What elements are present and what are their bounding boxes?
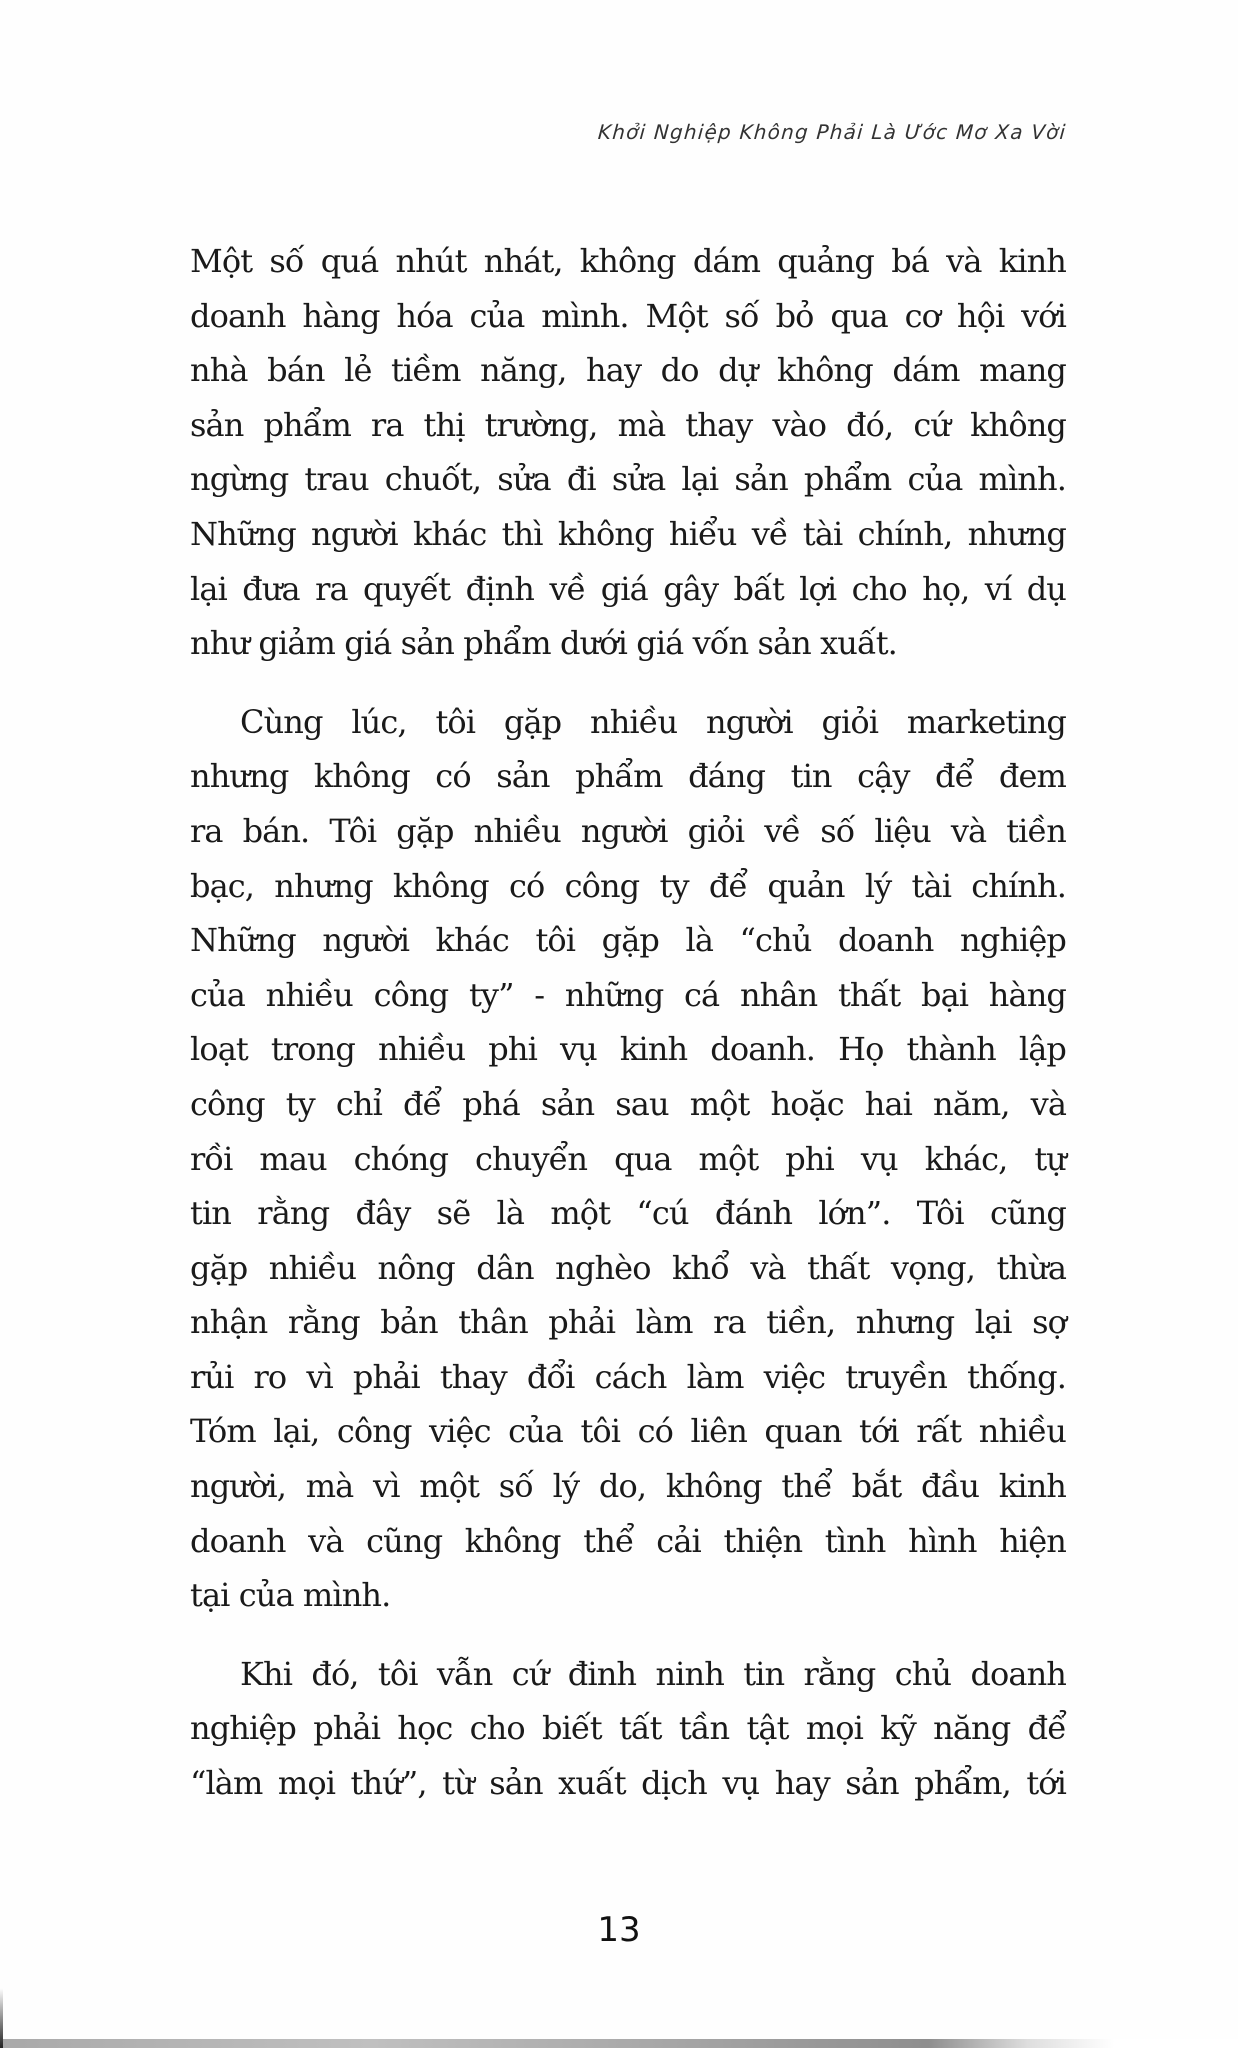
text-line: Cùng lúc, tôi gặp nhiều người giỏi marketing — [240, 702, 1066, 741]
text-line: Những người khác tôi gặp là “chủ doanh nghiệp — [190, 921, 1066, 960]
text-line: rủi ro vì phải thay đổi cách làm việc truyền thống. — [190, 1357, 1066, 1396]
text-line: rồi mau chóng chuyển qua một phi vụ khác, tự — [190, 1139, 1066, 1178]
text-line: sản phẩm ra thị trường, mà thay vào đó, cứ không — [190, 405, 1066, 444]
text-line: lại đưa ra quyết định về giá gây bất lợi cho họ, ví dụ — [190, 569, 1066, 608]
text-line: tin rằng đây sẽ là một “cú đánh lớn”. Tôi cũng — [190, 1194, 1066, 1233]
page-left-edge-shadow — [0, 1988, 3, 2048]
text-line: gặp nhiều nông dân nghèo khổ và thất vọng, thừa — [190, 1248, 1066, 1287]
text-line: bạc, nhưng không có công ty để quản lý tài chính. — [190, 866, 1066, 905]
text-line: loạt trong nhiều phi vụ kinh doanh. Họ thành lập — [190, 1030, 1066, 1069]
text-line: nhà bán lẻ tiềm năng, hay do dự không dám mang — [190, 351, 1066, 390]
text-line: nhưng không có sản phẩm đáng tin cậy để đem — [190, 757, 1066, 796]
text-line: tại của mình. — [190, 1576, 391, 1615]
paragraph-2 — [190, 695, 1066, 1623]
text-line: như giảm giá sản phẩm dưới giá vốn sản xuất. — [190, 624, 897, 663]
text-line: nhận rằng bản thân phải làm ra tiền, nhưng lại sợ — [190, 1303, 1066, 1342]
paragraph-spacing — [190, 671, 1066, 695]
text-line: của nhiều công ty” - những cá nhân thất bại hàng — [190, 975, 1066, 1014]
text-line: công ty chỉ để phá sản sau một hoặc hai năm, và — [190, 1084, 1066, 1123]
page-bottom-edge — [0, 2039, 1238, 2048]
text-line: nghiệp phải học cho biết tất tần tật mọi kỹ năng để — [190, 1709, 1066, 1748]
text-line: doanh và cũng không thể cải thiện tình hình hiện — [190, 1521, 1066, 1560]
text-line: Một số quá nhút nhát, không dám quảng bá và kinh — [190, 242, 1066, 280]
page-number: 13 — [597, 1910, 641, 1950]
text-line: ngừng trau chuốt, sửa đi sửa lại sản phẩm của mình. — [190, 460, 1066, 499]
text-line: Tóm lại, công việc của tôi có liên quan tới rất nhiều — [190, 1412, 1066, 1451]
text-line: doanh hàng hóa của mình. Một số bỏ qua cơ hội với — [190, 296, 1066, 335]
running-header: Khởi Nghiệp Không Phải Là Ước Mơ Xa Vời — [596, 120, 1067, 144]
paragraph-3 — [190, 1647, 1066, 1811]
text-line: ra bán. Tôi gặp nhiều người giỏi về số liệu và tiền — [190, 811, 1066, 850]
text-line: “làm mọi thứ”, từ sản xuất dịch vụ hay sản phẩm, tới — [190, 1764, 1066, 1803]
text-line: Những người khác thì không hiểu về tài chính, nhưng — [190, 514, 1066, 553]
paragraph-1 — [190, 234, 1066, 671]
text-line: Khi đó, tôi vẫn cứ đinh ninh tin rằng chủ doanh — [240, 1654, 1066, 1693]
text-line: người, mà vì một số lý do, không thể bắt đầu kinh — [190, 1467, 1066, 1506]
body-text — [190, 234, 1066, 1811]
paragraph-spacing — [190, 1623, 1066, 1647]
